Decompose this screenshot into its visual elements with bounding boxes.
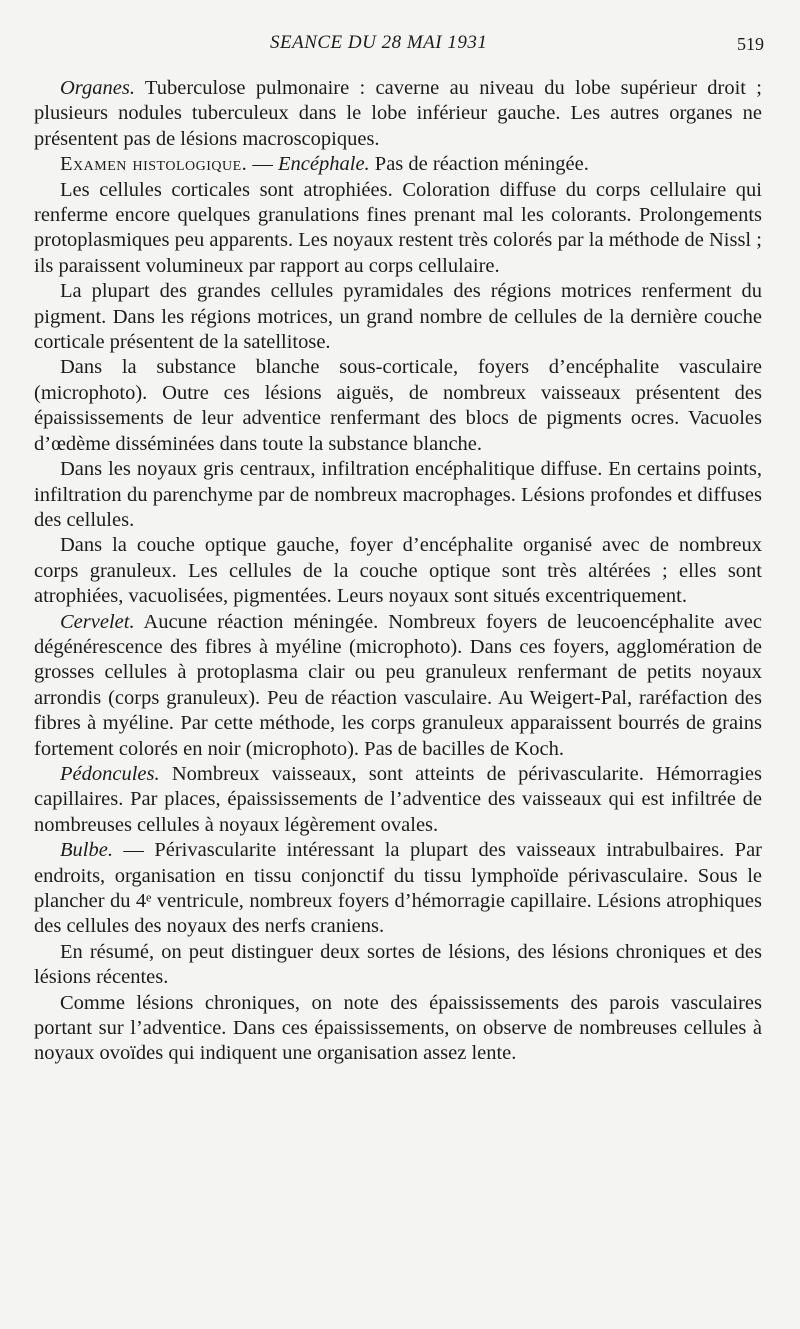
paragraph-text: Périvascularite intéressant la plupart des vaisseaux intrabulbaires. Par endroits, organisation en tissu conjonctif du tissu lymphoïde périvasculaire. Sous le plancher du 4ᵉ ventricule, nombreux foyers d’hémorragie capillaire. Lésions atrophiques des cellules des noyaux des nerfs craniens. xyxy=(34,839,763,938)
paragraph-lead: Cervelet. xyxy=(60,610,135,633)
page-header xyxy=(34,32,764,60)
paragraph-noyaux-gris xyxy=(34,457,762,533)
paragraph-pedoncules xyxy=(34,762,762,838)
paragraph-bulbe xyxy=(34,838,762,940)
paragraph-text: La plupart des grandes cellules pyramidales des régions motrices renferment du pigment. Dans les régions motrices, un grand nombre de cellules de la dernière couche corticale présentent de la satellitose. xyxy=(34,280,762,354)
paragraph-lead: Pédoncules. xyxy=(60,762,160,785)
dash: — xyxy=(247,153,279,176)
body-text xyxy=(34,76,762,1067)
subsection-heading: Encéphale. xyxy=(278,153,370,176)
paragraph-text: Dans la substance blanche sous-corticale, foyers d’encéphalite vasculaire (microphoto). Outre ces lésions aiguës, de nombreux vaisseaux présentent des épaississements de leur adventice renfermant des blocs de pigments ocres. Vacuoles d’œdème disséminées dans toute la substance blanche. xyxy=(34,356,762,455)
page-number: 519 xyxy=(737,34,764,54)
paragraph-text: Les cellules corticales sont atrophiées. Coloration diffuse du corps cellulaire qui renferme encore quelques granulations fines prenant mal les colorants. Prolongements protoplasmiques peu apparents. Les noyaux restent très colorés par la méthode de Nissl ; ils paraissent volumineux par rapport au corps cellulaire. xyxy=(34,178,762,277)
paragraph-cellules-corticales xyxy=(34,178,762,280)
paragraph-couche-optique xyxy=(34,533,762,609)
paragraph-text: En résumé, on peut distinguer deux sortes de lésions, des lésions chroniques et des lésions récentes. xyxy=(34,940,762,989)
paragraph-cervelet xyxy=(34,610,762,762)
paragraph-text: Aucune réaction méningée. Nombreux foyers de leucoencéphalite avec dégénérescence des fibres à myéline (microphoto). Dans ces foyers, agglomération de grosses cellules à protoplasma clair ou peu granuleux renfermant de petits noyaux arrondis (corps granuleux). Peu de réaction vasculaire. Au Weigert-Pal, raréfaction des fibres à myéline. Par cette méthode, les corps granuleux apparaissent bourrés de grains fortement colorés en noir (microphoto). Pas de bacilles de Koch. xyxy=(34,610,762,760)
paragraph-examen-histologique xyxy=(34,152,762,177)
paragraph-text: Pas de réaction méningée. xyxy=(369,153,589,176)
paragraph-resume xyxy=(34,940,762,991)
running-title: SEANCE DU 28 MAI 1931 xyxy=(270,32,488,53)
paragraph-lesions-chroniques xyxy=(34,991,762,1067)
paragraph-substance-blanche xyxy=(34,355,762,457)
paragraph-text: Comme lésions chroniques, on note des épaississements des parois vasculaires portant sur l’adventice. Dans ces épaississements, on observe de nombreuses cellules à noyaux ovoïdes qui indiquent une organisation assez lente. xyxy=(34,991,762,1065)
paragraph-lead: Organes. xyxy=(60,77,135,99)
paragraph-lead: Bulbe. xyxy=(60,839,113,862)
paragraph-text: Tuberculose pulmonaire : caverne au niveau du lobe supérieur droit ; plusieurs nodules tuberculeux dans le lobe inférieur gauche. Les autres organes ne présentent pas de lésions macroscopiques. xyxy=(34,77,762,150)
paragraph-organes xyxy=(34,76,762,152)
dash: — xyxy=(112,839,155,862)
paragraph-text: Dans la couche optique gauche, foyer d’encéphalite organisé avec de nombreux corps granuleux. Les cellules de la couche optique sont très altérées ; elles sont atrophiées, vacuolisées, pigmentées. Leurs noyaux sont situés excentriquement. xyxy=(34,534,762,608)
section-heading: Examen histologique. xyxy=(60,153,248,176)
paragraph-cellules-pyramidales xyxy=(34,279,762,355)
paragraph-text: Nombreux vaisseaux, sont atteints de périvascularite. Hémorragies capillaires. Par places, épaississements de l’adventice des vaisseaux qui est infiltrée de nombreuses cellules à noyaux légèrement ovales. xyxy=(34,762,762,836)
paragraph-text: Dans les noyaux gris centraux, infiltration encéphalitique diffuse. En certains points, infiltration du parenchyme par de nombreux macrophages. Lésions profondes et diffuses des cellules. xyxy=(34,458,762,531)
